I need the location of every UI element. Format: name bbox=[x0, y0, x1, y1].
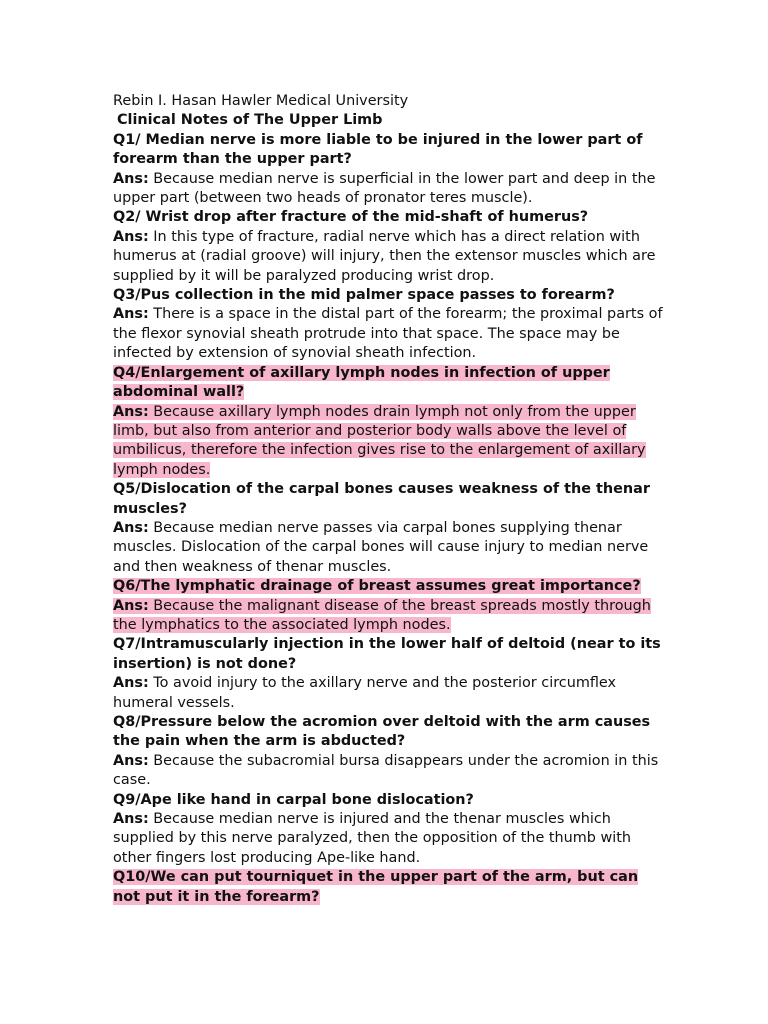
answer-9 bbox=[113, 810, 663, 868]
answer-prefix: Ans: bbox=[113, 811, 149, 828]
answer-2 bbox=[113, 228, 663, 286]
question-text: Q2/ Wrist drop after fracture of the mid-shaft of humerus? bbox=[113, 209, 589, 226]
question-5 bbox=[113, 480, 663, 519]
answer-prefix: Ans: bbox=[113, 306, 149, 323]
author-line: Rebin I. Hasan Hawler Medical University bbox=[113, 93, 409, 109]
answer-text: Because median nerve passes via carpal bones supplying thenar muscles. Dislocation of the carpal bones will cause injury to median nerve and then weakness of thenar muscles. bbox=[113, 519, 649, 575]
answer-prefix: Ans: bbox=[113, 597, 149, 614]
question-1 bbox=[113, 131, 663, 170]
document-title: Clinical Notes of The Upper Limb bbox=[117, 112, 383, 129]
question-text: Q5/Dislocation of the carpal bones causes weakness of the thenar muscles? bbox=[113, 481, 650, 517]
highlighted-answer bbox=[113, 598, 651, 633]
answer-prefix: Ans: bbox=[113, 519, 149, 536]
answer-7 bbox=[113, 674, 663, 713]
answer-text: Because axillary lymph nodes drain lymph not only from the upper limb, but also from anterior and posterior body walls above the level of umbilicus, therefore the infection gives rise to the enlargement of axillary lymph nodes. bbox=[113, 403, 646, 478]
question-text: Q3/Pus collection in the mid palmer space passes to forearm? bbox=[113, 287, 615, 304]
answer-5 bbox=[113, 519, 663, 577]
question-text: Q9/Ape like hand in carpal bone dislocation? bbox=[113, 791, 474, 808]
answer-1 bbox=[113, 170, 663, 209]
question-4 bbox=[113, 364, 663, 403]
question-9 bbox=[113, 791, 663, 810]
answer-3 bbox=[113, 305, 663, 363]
highlighted-answer bbox=[113, 404, 646, 478]
answer-prefix: Ans: bbox=[113, 403, 149, 420]
answer-text: There is a space in the distal part of the forearm; the proximal parts of the flexor synovial sheath protrude into that space. The space may be infected by extension of synovial sheath infection. bbox=[113, 306, 663, 362]
answer-text: Because median nerve is injured and the thenar muscles which supplied by this nerve paralyzed, then the opposition of the thumb with other fingers lost producing Ape-like hand. bbox=[113, 811, 632, 866]
question-text: Q6/The lymphatic drainage of breast assumes great importance? bbox=[113, 578, 641, 595]
answer-4 bbox=[113, 403, 663, 481]
answer-text: To avoid injury to the axillary nerve and the posterior circumflex humeral vessels. bbox=[113, 675, 617, 711]
answer-text: In this type of fracture, radial nerve which has a direct relation with humerus at (radial groove) will injury, then the extensor muscles which are supplied by it will be paralyzed producing wrist drop. bbox=[113, 228, 656, 284]
question-8 bbox=[113, 713, 663, 752]
answer-text: Because the subacromial bursa disappears under the acromion in this case. bbox=[113, 752, 659, 789]
answer-prefix: Ans: bbox=[113, 752, 149, 769]
answer-prefix: Ans: bbox=[113, 675, 149, 692]
question-3 bbox=[113, 286, 663, 305]
question-text: Q8/Pressure below the acromion over deltoid with the arm causes the pain when the arm is abducted? bbox=[113, 714, 651, 750]
answer-prefix: Ans: bbox=[113, 228, 149, 245]
answer-8 bbox=[113, 752, 663, 791]
question-7 bbox=[113, 635, 663, 674]
question-text: Q1/ Median nerve is more liable to be injured in the lower part of forearm than the upper part? bbox=[113, 131, 643, 168]
question-text: Q4/Enlargement of axillary lymph nodes in infection of upper abdominal wall? bbox=[113, 364, 610, 401]
answer-text: Because median nerve is superficial in the lower part and deep in the upper part (between two heads of pronator teres muscle). bbox=[113, 170, 656, 207]
question-text: Q10/We can put tourniquet in the upper part of the arm, but can not put it in the forearm? bbox=[113, 869, 639, 905]
document-body bbox=[113, 92, 663, 907]
answer-6 bbox=[113, 597, 663, 636]
question-text: Q7/Intramuscularly injection in the lower half of deltoid (near to its insertion) is not done? bbox=[113, 636, 661, 672]
answer-prefix: Ans: bbox=[113, 170, 149, 187]
answer-text: Because the malignant disease of the breast spreads mostly through the lymphatics to the associated lymph nodes. bbox=[113, 597, 651, 633]
question-2 bbox=[113, 208, 663, 227]
question-10 bbox=[113, 868, 663, 907]
question-6 bbox=[113, 577, 663, 596]
